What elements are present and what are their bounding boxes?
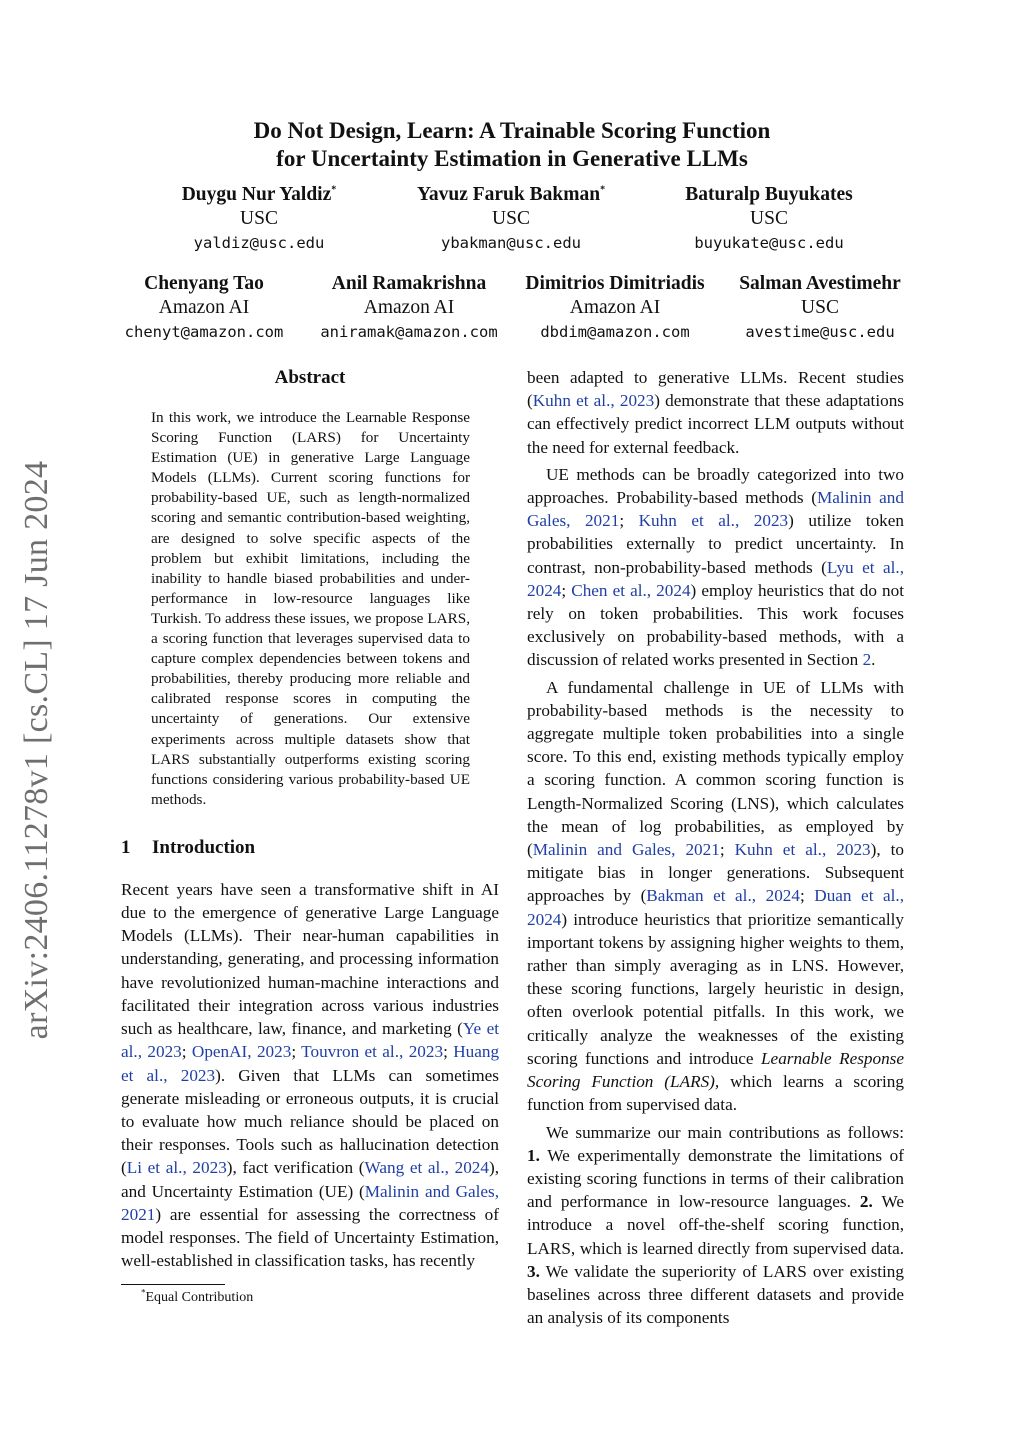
citation-link[interactable]: Ye et al., 2023: [121, 1019, 499, 1062]
citation-link[interactable]: Kuhn et al., 2023: [638, 511, 789, 531]
intro-paragraph-1: Recent years have seen a transformative shift in AI due to the emergence of generative Large Language Models (LLMs). Their near-human capabilities in understanding, generating, and processing information have revolutionized human-machine interactions and facilitated their integration across various industries such as healthcare, law, finance, and marketing (Ye et al., 2023; OpenAI, 2023; Touvron et al., 2023; Huang et al., 2023). Given that LLMs can sometimes generate misleading or erroneous outputs, it is crucial to evaluate how much reliance should be placed on their responses. Tools such as hallucination detection (Li et al., 2023), fact verification (Wang et al., 2024), and Uncertainty Estimation (UE) (Malinin and Gales, 2021) are essential for assessing the correctness of model responses. The field of Uncertainty Estimation, well-established in classification tasks, has recently: [121, 879, 500, 1271]
author-block: [150, 183, 368, 255]
author-email: buyukate@usc.edu: [694, 234, 844, 252]
equal-contribution-mark: *: [331, 184, 337, 196]
citation-link[interactable]: Duan et al., 2024: [527, 886, 905, 929]
author-name: Duygu Nur Yaldiz: [181, 184, 332, 205]
author-block: [516, 272, 714, 344]
intro-paragraph-5: We summarize our main contributions as follows: 1. We experimentally demonstrate the limitations of existing scoring functions in terms of their calibration and performance in low-resource languages. 2. We introduce a novel off-the-shelf scoring function, LARS, which is learned directly from supervised data. 3. We validate the superiority of LARS over existing baselines across three different datasets and provide an analysis of its components: [527, 1122, 904, 1328]
intro-paragraph-2: been adapted to generative LLMs. Recent studies (Kuhn et al., 2023) demonstrate that these adaptations can effectively predict incorrect LLM outputs without the need for external feedback.: [527, 368, 904, 457]
author-affiliation: Amazon AI: [569, 297, 661, 318]
citation-link[interactable]: Chen et al., 2024: [571, 580, 691, 600]
citation-link[interactable]: Touvron et al., 2023: [301, 1042, 444, 1062]
author-name: Chenyang Tao: [144, 273, 264, 294]
author-email: yaldiz@usc.edu: [193, 234, 325, 252]
citation-link[interactable]: Kuhn et al., 2023: [734, 840, 871, 860]
citation-link[interactable]: Kuhn et al., 2023: [532, 391, 655, 411]
abstract-text: In this work, we introduce the Learnable Response Scoring Function (LARS) for Uncertainty Estimation (UE) in generative Large Language Models (LLMs). Current scoring functions for probability-based UE, such as length-normalized scoring and semantic contribution-based weighting, are designed to solve specific aspects of the problem but exhibit limitations, including the inability to handle biased probabilities and under-performance in low-resource languages like Turkish. To address these issues, we propose LARS, a scoring function that leverages supervised data to capture complex dependencies between tokens and probabilities, thereby producing more reliable and calibrated response scores in computing the uncertainty of generations. Our extensive experiments across multiple datasets show that LARS substantially outperforms existing scoring functions considering various probability-based UE methods.: [151, 409, 470, 808]
author-affiliation: USC: [240, 208, 278, 229]
author-affiliation: Amazon AI: [363, 297, 455, 318]
citation-link[interactable]: Li et al., 2023: [126, 1158, 227, 1178]
paper-title: [0, 117, 1024, 173]
author-email: aniramak@amazon.com: [320, 323, 498, 341]
author-block: [729, 272, 911, 344]
author-block: [309, 272, 509, 344]
footnote-divider: [121, 1284, 225, 1285]
intro-paragraph-4: A fundamental challenge in UE of LLMs with probability-based methods is the necessity to aggregate multiple token probabilities into a single score. To this end, existing methods typically employ a scoring function. A common scoring function is Length-Normalized Scoring (LNS), which calculates the mean of log probabilities, as employed by (Malinin and Gales, 2021; Kuhn et al., 2023), to mitigate bias in longer generations. Subsequent approaches by (Bakman et al., 2024; Duan et al., 2024) introduce heuristics that prioritize semantically important tokens by assigning higher weights to them, rather than simply averaging as in LNS. However, these scoring functions, largely heuristic in design, often overlook potential pitfalls. In this work, we critically analyze the weaknesses of the existing scoring functions and introduce Learnable Response Scoring Function (LARS), which learns a scoring function from supervised data.: [527, 677, 905, 1115]
author-affiliation: Amazon AI: [158, 297, 250, 318]
author-email: avestime@usc.edu: [745, 323, 895, 341]
citation-link[interactable]: Malinin and Gales, 2021: [532, 840, 720, 860]
method-name-emphasis: Learnable Response Scoring Function (LARS),: [527, 1048, 904, 1092]
citation-link[interactable]: Malinin and Gales, 2021: [527, 488, 904, 531]
author-email: chenyt@amazon.com: [124, 323, 284, 341]
author-block: [114, 272, 294, 344]
section-number: 1: [121, 836, 131, 858]
footnote-mark: *: [141, 1287, 146, 1298]
author-name: Yavuz Faruk Bakman: [416, 184, 601, 205]
footnote-text: Equal Contribution: [145, 1290, 254, 1306]
author-name: Salman Avestimehr: [739, 273, 901, 294]
equal-contribution-mark: *: [600, 184, 606, 196]
author-name: Anil Ramakrishna: [331, 273, 487, 294]
right-column: [527, 366, 904, 1329]
author-affiliation: USC: [750, 208, 788, 229]
title-line-2: for Uncertainty Estimation in Generative LLMs: [276, 146, 748, 171]
footnote: [141, 1289, 499, 1307]
intro-paragraph-3: UE methods can be broadly categorized into two approaches. Probability-based methods (Malinin and Gales, 2021; Kuhn et al., 2023) utilize token probabilities externally to predict uncertainty. In contrast, non-probability-based methods (Lyu et al., 2024; Chen et al., 2024) employ heuristics that do not rely on token probabilities. This work focuses exclusively on probability-based methods, with a discussion of related works presented in Section 2.: [527, 464, 904, 670]
left-column: [121, 366, 499, 1307]
author-name: Dimitrios Dimitriadis: [525, 273, 705, 294]
section-reference-link[interactable]: 2: [862, 650, 872, 670]
author-affiliation: USC: [801, 297, 839, 318]
title-line-1: Do Not Design, Learn: A Trainable Scoring Function: [253, 118, 771, 143]
section-title: Introduction: [152, 836, 256, 858]
citation-link[interactable]: Wang et al., 2024: [364, 1158, 489, 1178]
citation-link[interactable]: OpenAI, 2023: [191, 1042, 292, 1062]
citation-link[interactable]: Lyu et al., 2024: [527, 557, 904, 600]
author-block: [664, 183, 874, 255]
author-block: [399, 183, 623, 255]
section-heading-introduction: [121, 836, 499, 860]
abstract-heading: Abstract: [274, 367, 346, 388]
citation-link[interactable]: Malinin and Gales, 2021: [121, 1181, 499, 1224]
author-affiliation: USC: [492, 208, 530, 229]
citation-link[interactable]: Huang et al., 2023: [121, 1042, 500, 1085]
author-email: ybakman@usc.edu: [441, 234, 581, 252]
citation-link[interactable]: Bakman et al., 2024: [646, 886, 800, 906]
author-email: dbdim@amazon.com: [540, 323, 690, 341]
author-name: Baturalp Buyukates: [685, 184, 853, 205]
arxiv-identifier-stamp: arXiv:2406.11278v1 [cs.CL] 17 Jun 2024: [18, 460, 55, 1040]
